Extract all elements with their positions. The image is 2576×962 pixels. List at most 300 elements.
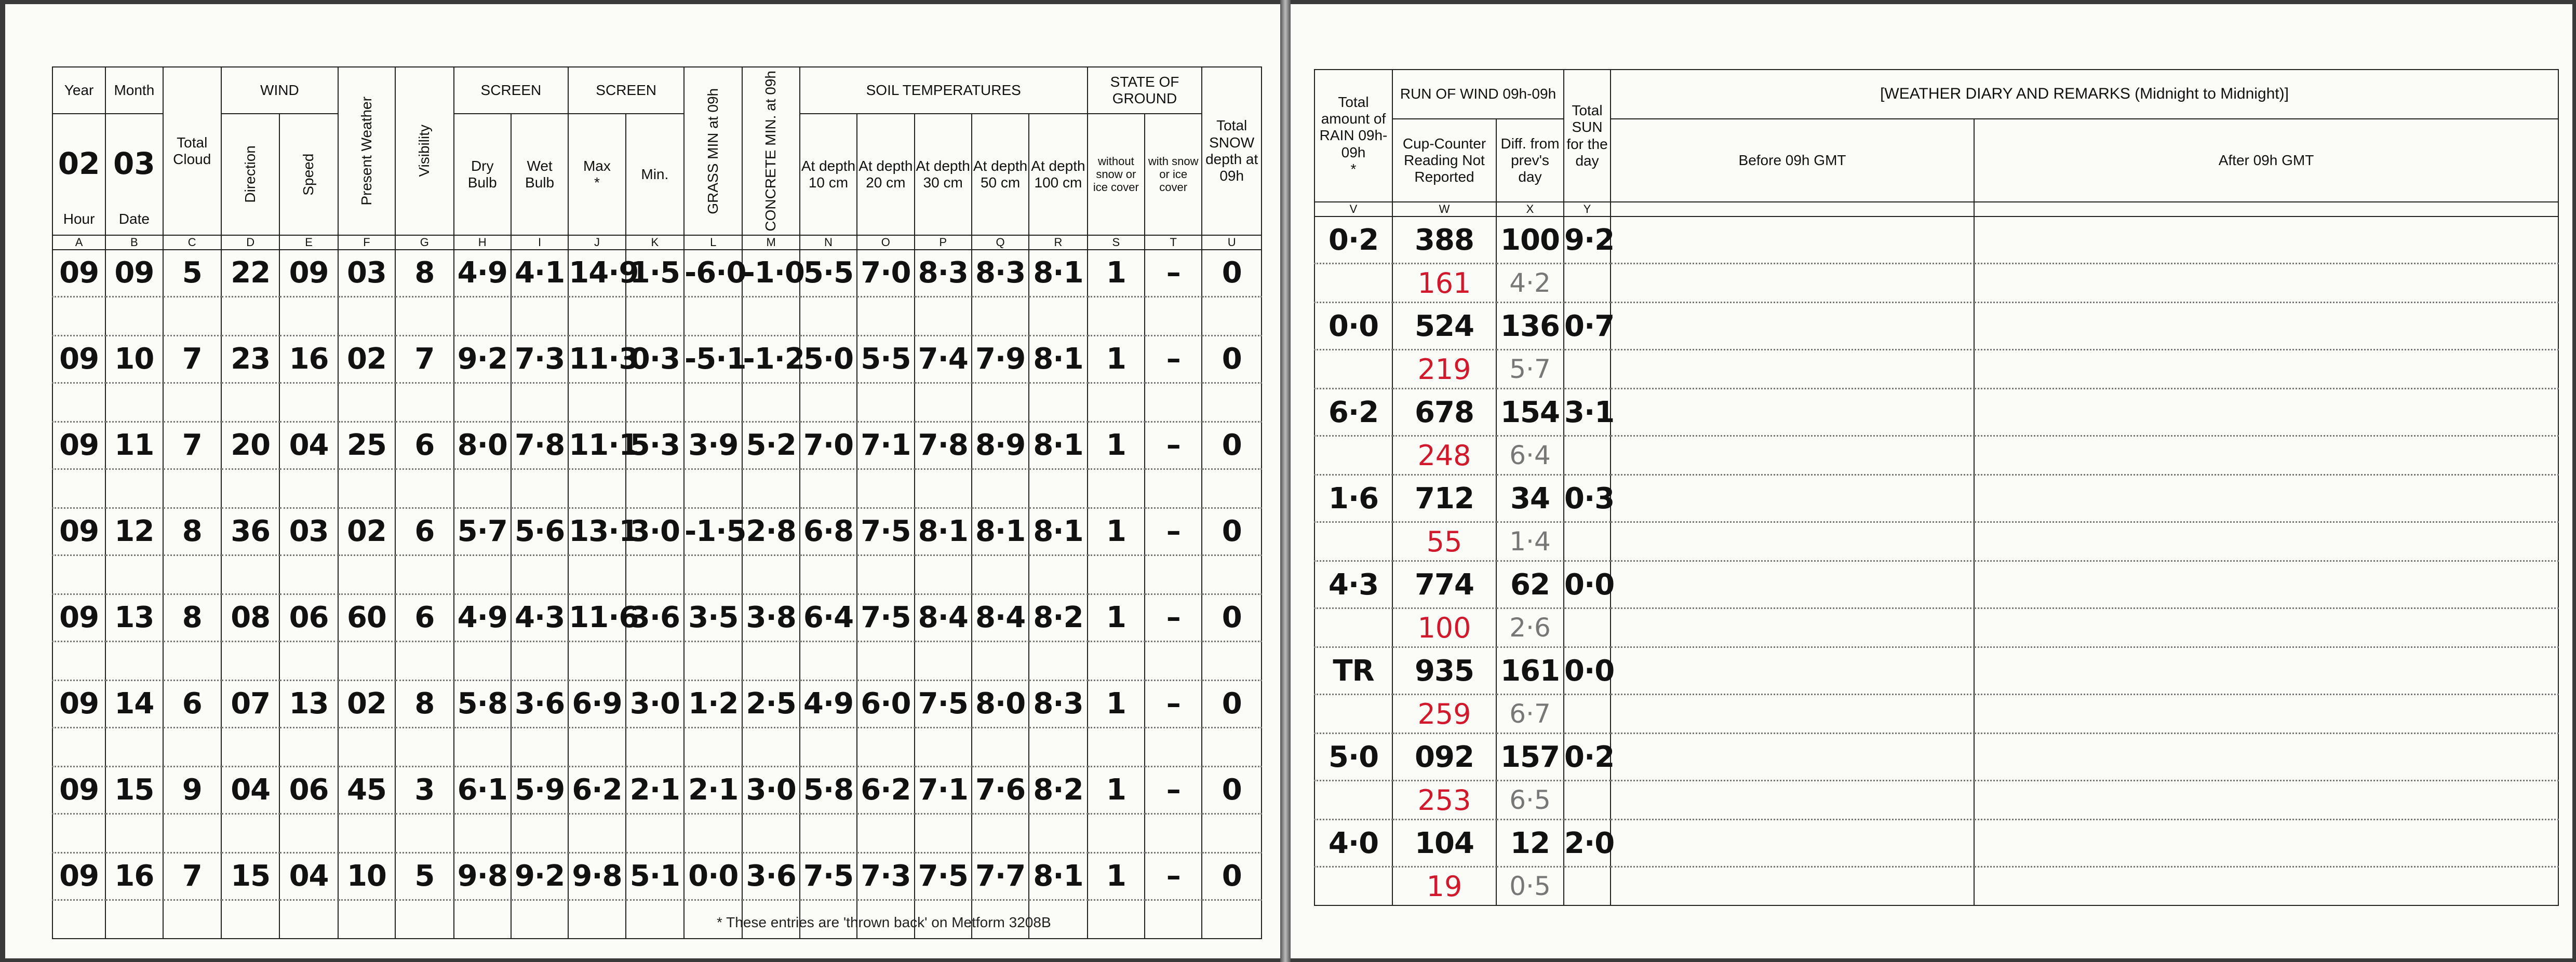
cell-p: 7·5 (915, 680, 972, 727)
cell-d: 22 (221, 250, 279, 297)
table-row (52, 594, 1262, 641)
cell-c: 9 (163, 766, 221, 814)
cell-l: 2·1 (684, 766, 742, 814)
cell-b: 12 (105, 508, 163, 555)
cell-diff: 12 (1496, 820, 1564, 867)
cell-m: 3·8 (742, 594, 799, 641)
cell-diff: 136 (1496, 303, 1564, 350)
cell-t: – (1145, 508, 1202, 555)
cell-sun: 0·3 (1564, 475, 1611, 522)
col-letter: Q (972, 235, 1029, 250)
col-letter: A (52, 235, 105, 250)
table-row (52, 852, 1262, 900)
cell-j: 9·8 (568, 852, 625, 900)
cell-n: 5·8 (800, 766, 857, 814)
cell-p: 8·1 (915, 508, 972, 555)
with-snow-header: with snow or ice cover (1145, 114, 1202, 235)
cell-p: 8·3 (915, 250, 972, 297)
cell-c: 5 (163, 250, 221, 297)
col-letter: S (1088, 235, 1145, 250)
diary-cell (1974, 820, 2558, 867)
col-letter: N (800, 235, 857, 250)
cell-l: 1·2 (684, 680, 742, 727)
col-letter: F (338, 235, 395, 250)
col-letter: G (395, 235, 453, 250)
run-of-wind-value: 100 (1392, 608, 1496, 647)
cell-q: 8·1 (972, 508, 1029, 555)
cell-s: 1 (1088, 852, 1145, 900)
cell-e: 16 (279, 335, 338, 383)
cell-d: 08 (221, 594, 279, 641)
cell-d: 04 (221, 766, 279, 814)
cell-e: 13 (279, 680, 338, 727)
table-row (52, 680, 1262, 727)
diary-cell (1974, 216, 2558, 264)
cell-j: 6·9 (568, 680, 625, 727)
col-letter: Y (1564, 202, 1611, 216)
cell-f: 60 (338, 594, 395, 641)
column-letter-row (1314, 202, 2558, 216)
cell-s: 1 (1088, 250, 1145, 297)
cell-g: 3 (395, 766, 453, 814)
table-row (1314, 216, 2558, 264)
cell-l: 0·0 (684, 852, 742, 900)
cell-r: 8·2 (1029, 594, 1087, 641)
cell-m: 3·0 (742, 766, 799, 814)
cell-sun: 0·2 (1564, 734, 1611, 781)
cell-r: 8·2 (1029, 766, 1087, 814)
cell-n: 5·5 (800, 250, 857, 297)
table-row (52, 766, 1262, 814)
cell-b: 13 (105, 594, 163, 641)
cell-j: 11·6 (568, 594, 625, 641)
col-letter: W (1392, 202, 1496, 216)
cell-p: 7·8 (915, 422, 972, 469)
grass-min-header: GRASS MIN at 09h (684, 67, 742, 235)
present-weather-header: Present Weather (338, 67, 395, 235)
cell-k: 1·5 (626, 250, 684, 297)
cell-i: 3·6 (511, 680, 568, 727)
cell-sun: 3·1 (1564, 389, 1611, 436)
cell-f: 25 (338, 422, 395, 469)
cell-u: 0 (1202, 422, 1262, 469)
cell-cup: 388 (1392, 216, 1496, 264)
cell-rain: 4·0 (1314, 820, 1392, 867)
cell-sun: 0·0 (1564, 647, 1611, 695)
diary-cell (1611, 561, 1974, 608)
run-of-wind-value: 253 (1392, 781, 1496, 820)
cell-diff: 100 (1496, 216, 1564, 264)
cell-o: 5·5 (857, 335, 914, 383)
col-letter: J (568, 235, 625, 250)
run-diff-value: 4·2 (1496, 264, 1564, 303)
cell-f: 02 (338, 335, 395, 383)
cell-e: 09 (279, 250, 338, 297)
col-letter: E (279, 235, 338, 250)
cell-n: 5·0 (800, 335, 857, 383)
run-row (1314, 264, 2558, 303)
blank-row (52, 555, 1262, 594)
run-diff-value: 6·7 (1496, 695, 1564, 734)
cell-h: 8·0 (454, 422, 511, 469)
cell-sun: 0·7 (1564, 303, 1611, 350)
cell-l: -6·0 (684, 250, 742, 297)
cell-a: 09 (52, 680, 105, 727)
soil-50cm-header: At depth 50 cm (972, 114, 1029, 235)
cell-rain: 6·2 (1314, 389, 1392, 436)
cell-i: 7·8 (511, 422, 568, 469)
diary-cell (1611, 647, 1974, 695)
col-letter: H (454, 235, 511, 250)
cell-diff: 154 (1496, 389, 1564, 436)
cell-cup: 935 (1392, 647, 1496, 695)
diary-cell (1974, 389, 2558, 436)
cell-o: 7·3 (857, 852, 914, 900)
cell-p: 8·4 (915, 594, 972, 641)
cell-diff: 161 (1496, 647, 1564, 695)
diary-cell (1974, 647, 2558, 695)
blank-row (52, 900, 1262, 939)
visibility-header: Visibility (395, 67, 453, 235)
screen-header-2: SCREEN (568, 67, 684, 114)
blank-row (52, 383, 1262, 422)
cell-k: 3·0 (626, 680, 684, 727)
cell-b: 14 (105, 680, 163, 727)
max-header: Max * (568, 114, 625, 235)
cell-q: 7·7 (972, 852, 1029, 900)
cell-s: 1 (1088, 594, 1145, 641)
table-row (52, 508, 1262, 555)
cell-b: 10 (105, 335, 163, 383)
observation-rows (52, 250, 1262, 939)
left-page (5, 4, 1280, 958)
cell-g: 6 (395, 422, 453, 469)
cell-r: 8·1 (1029, 852, 1087, 900)
cell-e: 03 (279, 508, 338, 555)
cell-m: 5·2 (742, 422, 799, 469)
cell-cup: 524 (1392, 303, 1496, 350)
right-page (1291, 4, 2572, 958)
cell-i: 5·9 (511, 766, 568, 814)
cell-a: 09 (52, 250, 105, 297)
state-of-ground-header: STATE OF GROUND (1088, 67, 1202, 114)
cell-a: 09 (52, 422, 105, 469)
wet-bulb-header: Wet Bulb (511, 114, 568, 235)
blank-row (52, 727, 1262, 766)
cell-d: 36 (221, 508, 279, 555)
run-row (1314, 608, 2558, 647)
cell-s: 1 (1088, 422, 1145, 469)
cell-h: 5·7 (454, 508, 511, 555)
cell-r: 8·1 (1029, 508, 1087, 555)
cell-q: 7·6 (972, 766, 1029, 814)
cell-q: 7·9 (972, 335, 1029, 383)
table-row (1314, 647, 2558, 695)
blank-row (52, 641, 1262, 680)
cell-a: 09 (52, 594, 105, 641)
cell-cup: 678 (1392, 389, 1496, 436)
cell-c: 7 (163, 335, 221, 383)
run-of-wind-value: 161 (1392, 264, 1496, 303)
cell-rain: 4·3 (1314, 561, 1392, 608)
cell-l: 3·5 (684, 594, 742, 641)
cell-i: 4·1 (511, 250, 568, 297)
hour-label: Hour (52, 204, 105, 235)
column-letter-row (52, 235, 1262, 250)
total-sun-header: Total SUN for the day (1564, 70, 1611, 202)
rain-wind-diary-table (1314, 69, 2559, 906)
cell-s: 1 (1088, 335, 1145, 383)
cell-b: 09 (105, 250, 163, 297)
cell-q: 8·9 (972, 422, 1029, 469)
soil-temperatures-header: SOIL TEMPERATURES (800, 67, 1088, 114)
cell-k: 5·1 (626, 852, 684, 900)
speed-header: Speed (279, 114, 338, 235)
cell-e: 04 (279, 852, 338, 900)
cell-i: 5·6 (511, 508, 568, 555)
cell-p: 7·1 (915, 766, 972, 814)
cell-b: 11 (105, 422, 163, 469)
cell-o: 7·5 (857, 594, 914, 641)
concrete-min-header: CONCRETE MIN. at 09h (742, 67, 799, 235)
cell-t: – (1145, 852, 1202, 900)
cell-u: 0 (1202, 852, 1262, 900)
cell-n: 7·0 (800, 422, 857, 469)
weather-diary-header: [WEATHER DIARY AND REMARKS (Midnight to Midnight)] (1611, 70, 2558, 119)
run-diff-value: 0·5 (1496, 867, 1564, 906)
cell-a: 09 (52, 335, 105, 383)
book-gutter (1280, 0, 1291, 962)
cell-t: – (1145, 335, 1202, 383)
cell-t: – (1145, 250, 1202, 297)
cell-u: 0 (1202, 680, 1262, 727)
cell-g: 7 (395, 335, 453, 383)
cell-a: 09 (52, 508, 105, 555)
run-of-wind-value: 248 (1392, 436, 1496, 475)
cell-u: 0 (1202, 508, 1262, 555)
cell-g: 8 (395, 250, 453, 297)
cell-r: 8·1 (1029, 250, 1087, 297)
cell-p: 7·4 (915, 335, 972, 383)
soil-20cm-header: At depth 20 cm (857, 114, 914, 235)
wind-header: WIND (221, 67, 338, 114)
cell-h: 4·9 (454, 250, 511, 297)
run-row (1314, 436, 2558, 475)
cell-d: 20 (221, 422, 279, 469)
cell-n: 6·4 (800, 594, 857, 641)
col-letter: V (1314, 202, 1392, 216)
cell-h: 5·8 (454, 680, 511, 727)
diary-cell (1611, 734, 1974, 781)
cell-sun: 2·0 (1564, 820, 1611, 867)
rain-header: Total amount of RAIN 09h-09h * (1314, 70, 1392, 202)
cell-f: 45 (338, 766, 395, 814)
col-letter: R (1029, 235, 1087, 250)
date-label: Date (105, 204, 163, 235)
cell-l: -5·1 (684, 335, 742, 383)
col-letter: B (105, 235, 163, 250)
diary-cell (1974, 475, 2558, 522)
cell-cup: 774 (1392, 561, 1496, 608)
cell-rain: 0·0 (1314, 303, 1392, 350)
cell-l: 3·9 (684, 422, 742, 469)
cell-o: 6·0 (857, 680, 914, 727)
cell-q: 8·3 (972, 250, 1029, 297)
table-row (1314, 820, 2558, 867)
total-cloud-header: Total Cloud (163, 67, 221, 235)
rain-wind-rows (1314, 216, 2558, 905)
cell-diff: 157 (1496, 734, 1564, 781)
footnote: * These entries are 'thrown back' on Metform 3208B (717, 914, 1051, 930)
cell-cup: 712 (1392, 475, 1496, 522)
cell-j: 13·1 (568, 508, 625, 555)
cell-e: 04 (279, 422, 338, 469)
cell-g: 6 (395, 594, 453, 641)
soil-100cm-header: At depth 100 cm (1029, 114, 1087, 235)
without-snow-header: without snow or ice cover (1088, 114, 1145, 235)
run-diff-value: 6·4 (1496, 436, 1564, 475)
cell-s: 1 (1088, 766, 1145, 814)
cell-cup: 092 (1392, 734, 1496, 781)
cell-r: 8·3 (1029, 680, 1087, 727)
col-letter: D (221, 235, 279, 250)
cell-k: 5·3 (626, 422, 684, 469)
cell-u: 0 (1202, 250, 1262, 297)
cell-rain: 0·2 (1314, 216, 1392, 264)
table-row (1314, 389, 2558, 436)
cell-c: 7 (163, 422, 221, 469)
cell-h: 9·8 (454, 852, 511, 900)
run-diff-value: 5·7 (1496, 350, 1564, 389)
diary-cell (1611, 303, 1974, 350)
run-diff-value: 6·5 (1496, 781, 1564, 820)
table-row (1314, 561, 2558, 608)
col-letter: O (857, 235, 914, 250)
cell-d: 15 (221, 852, 279, 900)
run-of-wind-value: 259 (1392, 695, 1496, 734)
cell-i: 7·3 (511, 335, 568, 383)
run-of-wind-value: 55 (1392, 522, 1496, 561)
table-row (1314, 475, 2558, 522)
cell-q: 8·0 (972, 680, 1029, 727)
cell-b: 16 (105, 852, 163, 900)
cell-s: 1 (1088, 508, 1145, 555)
cell-h: 9·2 (454, 335, 511, 383)
cell-b: 15 (105, 766, 163, 814)
cell-a: 09 (52, 852, 105, 900)
cell-f: 02 (338, 508, 395, 555)
diary-cell (1611, 475, 1974, 522)
col-letter: T (1145, 235, 1202, 250)
cell-u: 0 (1202, 335, 1262, 383)
cell-t: – (1145, 422, 1202, 469)
cell-k: 3·6 (626, 594, 684, 641)
col-letter: M (742, 235, 799, 250)
run-row (1314, 781, 2558, 820)
diary-cell (1611, 216, 1974, 264)
run-row (1314, 695, 2558, 734)
col-letter: C (163, 235, 221, 250)
cell-rain: 1·6 (1314, 475, 1392, 522)
cell-u: 0 (1202, 594, 1262, 641)
screen-header-1: SCREEN (454, 67, 569, 114)
cup-counter-header: Cup-Counter Reading Not Reported (1392, 119, 1496, 202)
cell-p: 7·5 (915, 852, 972, 900)
col-letter: P (915, 235, 972, 250)
cell-sun: 9·2 (1564, 216, 1611, 264)
cell-o: 7·5 (857, 508, 914, 555)
run-of-wind-value: 19 (1392, 867, 1496, 906)
cell-f: 03 (338, 250, 395, 297)
observation-table (52, 66, 1262, 939)
cell-d: 07 (221, 680, 279, 727)
diff-header: Diff. from prev's day (1496, 119, 1564, 202)
col-letter: L (684, 235, 742, 250)
run-of-wind-header: RUN OF WIND 09h-09h (1392, 70, 1564, 119)
cell-m: 3·6 (742, 852, 799, 900)
cell-cup: 104 (1392, 820, 1496, 867)
blank-row (52, 296, 1262, 335)
year-label: Year (52, 67, 105, 114)
diary-cell (1974, 734, 2558, 781)
cell-h: 4·9 (454, 594, 511, 641)
cell-u: 0 (1202, 766, 1262, 814)
col-letter: K (626, 235, 684, 250)
run-of-wind-value: 219 (1392, 350, 1496, 389)
cell-g: 6 (395, 508, 453, 555)
cell-rain: TR (1314, 647, 1392, 695)
dry-bulb-header: Dry Bulb (454, 114, 511, 235)
cell-m: -1·0 (742, 250, 799, 297)
run-row (1314, 522, 2558, 561)
col-letter: U (1202, 235, 1262, 250)
cell-m: 2·8 (742, 508, 799, 555)
cell-m: 2·5 (742, 680, 799, 727)
run-diff-value: 1·4 (1496, 522, 1564, 561)
table-row (52, 335, 1262, 383)
cell-diff: 34 (1496, 475, 1564, 522)
cell-t: – (1145, 680, 1202, 727)
blank-row (52, 469, 1262, 508)
cell-r: 8·1 (1029, 422, 1087, 469)
blank-row (52, 814, 1262, 852)
cell-q: 8·4 (972, 594, 1029, 641)
table-row (1314, 734, 2558, 781)
table-row (1314, 303, 2558, 350)
cell-t: – (1145, 594, 1202, 641)
cell-r: 8·1 (1029, 335, 1087, 383)
cell-j: 6·2 (568, 766, 625, 814)
cell-f: 02 (338, 680, 395, 727)
cell-l: -1·5 (684, 508, 742, 555)
table-row (52, 250, 1262, 297)
cell-n: 7·5 (800, 852, 857, 900)
cell-j: 11·1 (568, 422, 625, 469)
cell-g: 8 (395, 680, 453, 727)
cell-sun: 0·0 (1564, 561, 1611, 608)
cell-k: 0·3 (626, 335, 684, 383)
month-value: 03 (105, 114, 163, 204)
cell-n: 4·9 (800, 680, 857, 727)
cell-h: 6·1 (454, 766, 511, 814)
col-letter: I (511, 235, 568, 250)
cell-e: 06 (279, 594, 338, 641)
table-row (52, 422, 1262, 469)
cell-c: 8 (163, 508, 221, 555)
cell-i: 9·2 (511, 852, 568, 900)
diary-cell (1974, 561, 2558, 608)
cell-d: 23 (221, 335, 279, 383)
